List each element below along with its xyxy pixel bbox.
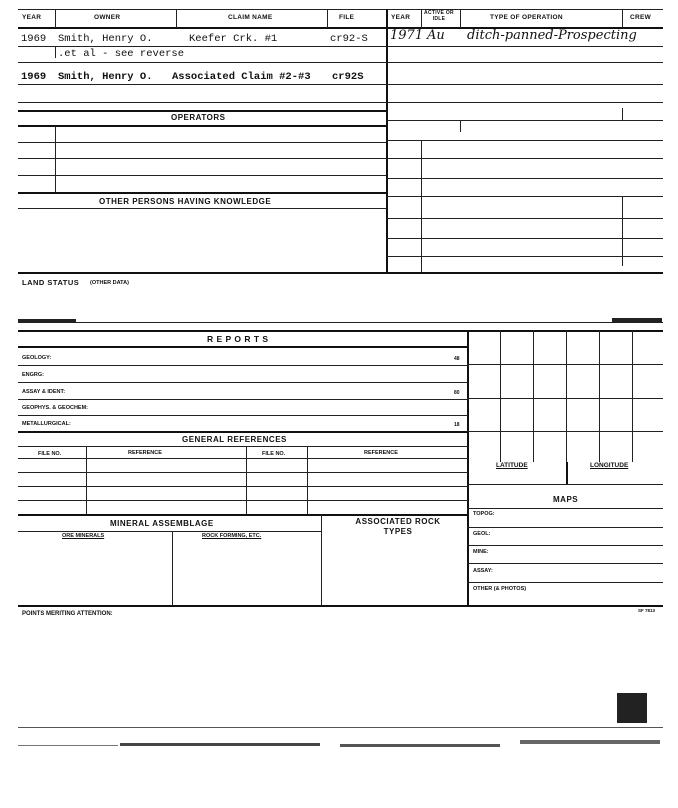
ref-header-reference: REFERENCE (128, 450, 162, 456)
claim-owner-continued: .et al - see reverse (58, 48, 185, 60)
references-bottom (18, 514, 468, 516)
reports-rule (18, 346, 468, 348)
scan-noise (520, 740, 660, 744)
operation-active: Au (427, 28, 445, 43)
ref-header-reference-2: REFERENCE (364, 450, 398, 456)
references-row (18, 472, 468, 473)
top-section-bottom-rule (18, 272, 663, 274)
grid-col (500, 330, 501, 462)
operation-row (386, 218, 663, 219)
maps-topog-label: TOPOG: (473, 511, 495, 517)
maps-other-label: OTHER (& PHOTOS) (473, 586, 527, 592)
header-file: FILE (339, 14, 355, 21)
other-persons-rule (18, 208, 386, 209)
operation-row (386, 256, 663, 257)
form-number: SF 7813 (638, 608, 656, 613)
maps-rule (467, 508, 663, 509)
report-row (18, 415, 468, 416)
report-row (18, 431, 468, 433)
ref-header-file-no-2: FILE NO. (262, 451, 286, 457)
row-rule (18, 102, 663, 103)
row-tick (55, 46, 56, 58)
grid-row (467, 398, 663, 399)
report-engrg-label: ENGRG: (22, 372, 44, 378)
claim-owner: Smith, Henry O. (58, 71, 153, 83)
maps-assay-label: ASSAY: (473, 568, 493, 574)
header-owner: OWNER (94, 14, 121, 21)
claim-name: Associated Claim #2-#3 (172, 71, 311, 83)
operators-rule (18, 125, 386, 127)
operation-row (386, 196, 663, 197)
grid-row (467, 364, 663, 365)
operators-rule (18, 110, 386, 112)
claim-year: 1969 (21, 71, 47, 83)
header-active-idle: ACTIVE OR IDLE (424, 10, 454, 22)
active-column-divider (421, 140, 422, 273)
latitude-label: LATITUDE (496, 462, 528, 469)
other-persons-title: OTHER PERSONS HAVING KNOWLEDGE (99, 197, 272, 206)
claim-owner: Smith, Henry O. (58, 33, 153, 45)
header-claim-name: CLAIM NAME (228, 14, 273, 21)
maps-row (467, 582, 663, 583)
references-col (86, 446, 87, 514)
latlong-rule (467, 484, 663, 485)
grid-col (566, 330, 567, 462)
rock-forming-header: ROCK FORMING, ETC. (202, 533, 262, 539)
report-row (18, 382, 468, 383)
report-metallurgical-num: 18 (454, 422, 460, 428)
type-column-divider (460, 120, 461, 132)
header-divider (327, 10, 328, 28)
operation-row (386, 238, 663, 239)
operators-title: OPERATORS (171, 113, 226, 122)
report-assay-label: ASSAY & IDENT: (22, 389, 66, 395)
header-divider (55, 10, 56, 28)
operators-tick (55, 126, 56, 192)
claim-year: 1969 (21, 33, 47, 45)
operation-row (386, 140, 663, 141)
header-year: YEAR (22, 14, 42, 21)
top-border (18, 9, 663, 10)
operation-type: ditch-panned-Prospecting (467, 28, 637, 43)
claim-file: cr92-S (330, 33, 368, 45)
report-geology-label: GEOLOGY: (22, 355, 52, 361)
mineral-rule (18, 531, 321, 532)
references-row (18, 486, 468, 487)
header-type-of-operation: TYPE OF OPERATION (490, 14, 563, 21)
references-col (307, 446, 308, 514)
points-meriting-attention: POINTS MERITING ATTENTION: (22, 611, 113, 617)
associated-divider (321, 514, 322, 605)
maps-mine-label: MINE: (473, 549, 489, 555)
mineral-assemblage-title: MINERAL ASSEMBLAGE (110, 519, 214, 528)
header-year2: YEAR (391, 14, 411, 21)
grid-col (599, 330, 600, 462)
header-divider (622, 10, 623, 28)
operators-row (18, 158, 386, 159)
grid-row (467, 431, 663, 432)
operation-year: 1971 (390, 28, 424, 43)
land-status-bottom-rule (18, 322, 663, 323)
operations-column-divider (386, 9, 388, 273)
grid-col (533, 330, 534, 462)
grid-col (632, 330, 633, 462)
ore-minerals-header: ORE MINERALS (62, 533, 105, 539)
operators-row (18, 142, 386, 143)
ref-header-file-no: FILE NO. (38, 451, 62, 457)
maps-geol-label: GEOL: (473, 531, 491, 537)
mineral-col (172, 531, 173, 605)
header-divider (421, 10, 422, 28)
land-status-title: LAND STATUS (22, 278, 80, 287)
claim-file: cr92S (332, 71, 364, 83)
maps-row (467, 527, 663, 528)
header-divider (176, 10, 177, 28)
row-rule (18, 84, 663, 85)
report-assay-num: 80 (454, 390, 460, 396)
report-row (18, 365, 468, 366)
general-references-title: GENERAL REFERENCES (182, 435, 287, 444)
maps-row (467, 545, 663, 546)
scan-square-mark (617, 693, 647, 723)
associated-rock-types-title: ASSOCIATED ROCK TYPES (355, 517, 441, 536)
report-geology-num: 48 (454, 356, 460, 362)
other-persons-rule (18, 192, 386, 194)
header-crew: CREW (630, 14, 652, 21)
header-divider (460, 10, 461, 28)
row-rule (18, 62, 663, 63)
references-row (18, 500, 468, 501)
longitude-label: LONGITUDE (590, 462, 629, 469)
operators-row (18, 175, 386, 176)
maps-title: MAPS (553, 495, 579, 504)
reports-title: R E P O R T S (207, 334, 269, 344)
land-status-subtitle: (OTHER DATA) (90, 280, 129, 286)
row-rule (18, 46, 663, 47)
claim-name: Keefer Crk. #1 (189, 33, 278, 45)
crew-column-divider (622, 108, 623, 120)
scan-noise (340, 744, 500, 747)
references-col (246, 446, 247, 514)
latlong-divider (566, 462, 568, 484)
mineral-bottom (18, 605, 663, 607)
operation-row (386, 158, 663, 159)
operation-row (386, 178, 663, 179)
scan-line (18, 745, 118, 746)
maps-row (467, 563, 663, 564)
operation-row (386, 120, 663, 121)
report-geophys-label: GEOPHYS. & GEOCHEM: (22, 405, 89, 411)
scan-line (18, 727, 663, 728)
report-metallurgical-label: METALLURGICAL: (22, 421, 71, 427)
report-row (18, 399, 468, 400)
scan-noise (120, 743, 320, 746)
